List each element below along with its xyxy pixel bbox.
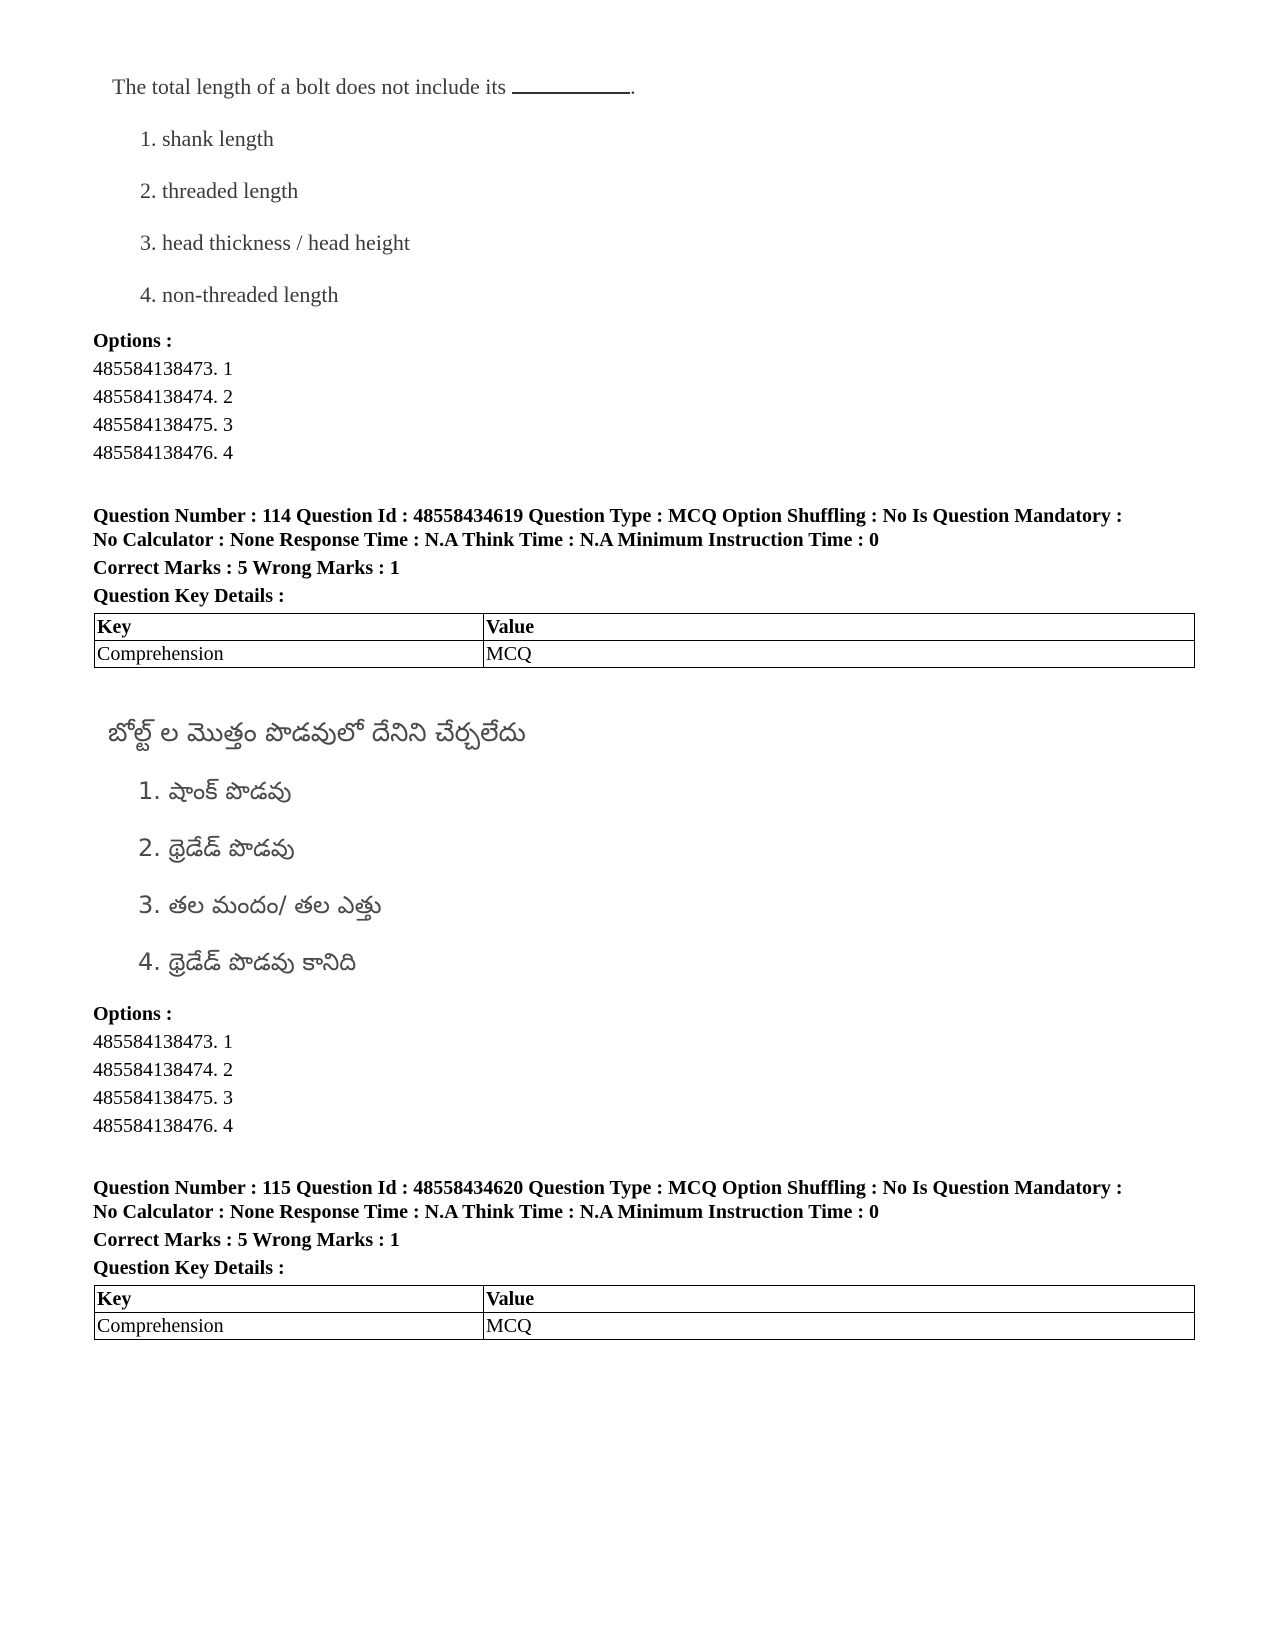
table-cell-key: Comprehension [95,641,484,668]
table-cell-value: MCQ [484,641,1195,668]
question-meta-line-1: Question Number : 114 Question Id : 48558434619 Question Type : MCQ Option Shuffling : No Is Question Mandatory : [93,505,1123,527]
question-meta-line-2: No Calculator : None Response Time : N.A Think Time : N.A Minimum Instruction Time : 0 [93,1201,879,1223]
table-header-value: Value [484,1286,1195,1313]
choice-2-telugu: 2. థ్రెడేడ్ పొడవు [138,834,295,862]
option-row: 485584138473. 1 [93,1031,233,1053]
question-stem [112,74,636,100]
table-row [95,641,1195,668]
choice-3: 3. head thickness / head height [140,230,411,255]
table-header-key: Key [95,614,484,641]
key-details-label: Question Key Details : [93,585,285,607]
answer-blank [512,74,630,94]
table-header-value: Value [484,614,1195,641]
table-header-row [95,614,1195,641]
options-label: Options : [93,330,173,352]
question-meta-line-1: Question Number : 115 Question Id : 48558434620 Question Type : MCQ Option Shuffling : No Is Question Mandatory : [93,1177,1123,1199]
option-row: 485584138476. 4 [93,1115,233,1137]
table-header-row [95,1286,1195,1313]
option-row: 485584138473. 1 [93,358,233,380]
option-row: 485584138476. 4 [93,442,233,464]
choice-2: 2. threaded length [140,178,299,203]
question-stem-text: The total length of a bolt does not include its [112,74,507,99]
table-row [95,1313,1195,1340]
option-row: 485584138474. 2 [93,386,233,408]
key-details-label: Question Key Details : [93,1257,285,1279]
choice-4: 4. non-threaded length [140,282,339,307]
options-label: Options : [93,1003,173,1025]
question-stem-end: . [630,74,636,99]
table-cell-key: Comprehension [95,1313,484,1340]
choice-1-telugu: 1. షాంక్ పొడవు [138,777,292,805]
question-stem-telugu: బోల్ట్ ల మొత్తం పొడవులో దేనిని చేర్చలేదు [108,718,526,748]
key-details-table [94,613,1195,668]
key-details-table [94,1285,1195,1340]
choice-3-telugu: 3. తల మందం/ తల ఎత్తు [138,891,382,919]
table-cell-value: MCQ [484,1313,1195,1340]
choice-4-telugu: 4. థ్రెడేడ్ పొడవు కానిది [138,948,357,976]
question-meta-line-2: No Calculator : None Response Time : N.A Think Time : N.A Minimum Instruction Time : 0 [93,529,879,551]
option-row: 485584138474. 2 [93,1059,233,1081]
choice-1: 1. shank length [140,126,274,151]
option-row: 485584138475. 3 [93,414,233,436]
marks-line: Correct Marks : 5 Wrong Marks : 1 [93,1229,400,1251]
marks-line: Correct Marks : 5 Wrong Marks : 1 [93,557,400,579]
option-row: 485584138475. 3 [93,1087,233,1109]
table-header-key: Key [95,1286,484,1313]
